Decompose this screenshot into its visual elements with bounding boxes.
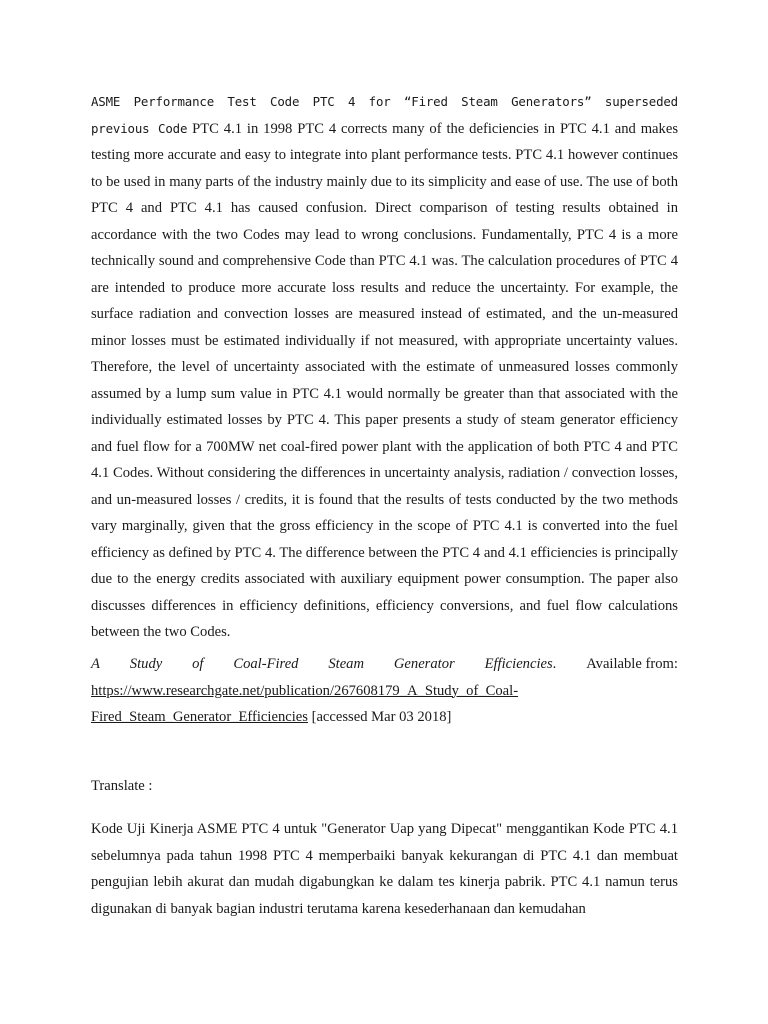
citation-title-word: Efficiencies — [484, 656, 553, 672]
citation-title-word: Study — [129, 656, 163, 672]
citation-title-period: . — [552, 656, 557, 672]
citation-accessed-date: [accessed Mar 03 2018] — [311, 709, 452, 725]
abstract-body: PTC 4.1 in 1998 PTC 4 corrects many of the deficiencies in PTC 4.1 and makes testing more accurate and easy to integrate into plant performance tests. PTC 4.1 however continues to be used in many parts of the industry mainly due to its simplicity and ease of use. The use of both PTC 4 and PTC 4.1 has caused confusion. Direct comparison of testing results obtained in accordance with the two Codes may lead to wrong conclusions. Fundamentally, PTC 4 is a more technically sound and comprehensive Code than PTC 4.1 was. The calculation procedures of PTC 4 are intended to produce more accurate loss results and reduce the uncertainty. For example, the surface radiation and convection losses are measured instead of estimated, and the un-measured minor losses must be estimated individually if not measured, with appropriate uncertainty values. Therefore, the level of uncertainty associated with the estimate of unmeasured losses commonly assumed by a lump sum value in PTC 4.1 would normally be greater than that associated with the individually estimated losses by PTC 4. This paper presents a study of steam generator efficiency and fuel flow for a 700MW net coal-fired power plant with the application of both PTC 4 and PTC 4.1 Codes. Without considering the differences in uncertainty analysis, radiation / convection losses, and un-measured losses / credits, it is found that the results of tests conducted by the two methods vary marginally, given that the gross efficiency in the scope of PTC 4.1 is converted into the fuel efficiency as defined by PTC 4. The difference between the PTC 4 and 4.1 efficiencies is principally due to the energy credits associated with auxiliary equipment power consumption. The paper also discusses differences in efficiency definitions, efficiency conversions, and fuel flow calculations between the two Codes. — [91, 120, 678, 640]
citation-title-word: A — [91, 656, 100, 672]
citation-url-line — [91, 704, 678, 731]
citation-block — [91, 651, 678, 731]
abstract-first-line: ASME Performance Test Code PTC 4 for “Fired Steam Generators” superseded previous Code — [91, 94, 678, 136]
citation-title-word: Steam — [328, 656, 365, 672]
citation-url-link[interactable] — [91, 683, 518, 699]
citation-url-line — [91, 678, 678, 705]
translated-paragraph: Kode Uji Kinerja ASME PTC 4 untuk "Generator Uap yang Dipecat" menggantikan Kode PTC 4.1 sebelumnya pada tahun 1998 PTC 4 memperbaiki banyak kekurangan di PTC 4.1 dan membuat pengujian lebih akurat dan mudah digabungkan ke dalam tes kinerja pabrik. PTC 4.1 namun terus digunakan di banyak bagian industri terutama karena kesederhanaan dan kemudahan — [91, 821, 678, 917]
citation-title-word: of — [192, 656, 204, 672]
citation-title-word: Coal-Fired — [233, 656, 299, 672]
citation-url-part2: Fired_Steam_Generator_Efficiencies — [91, 709, 308, 725]
translate-label: Translate : — [91, 778, 153, 794]
citation-url-link-continued[interactable] — [91, 709, 308, 725]
citation-title-line — [91, 651, 678, 678]
citation-url-part1: https://www.researchgate.net/publication/267608179_A_Study_of_Coal- — [91, 682, 519, 699]
available-from-text: Available from: — [586, 656, 678, 672]
citation-title-word: Generator — [393, 656, 455, 672]
citation-title-last — [485, 651, 557, 678]
english-abstract-paragraph — [91, 89, 678, 646]
